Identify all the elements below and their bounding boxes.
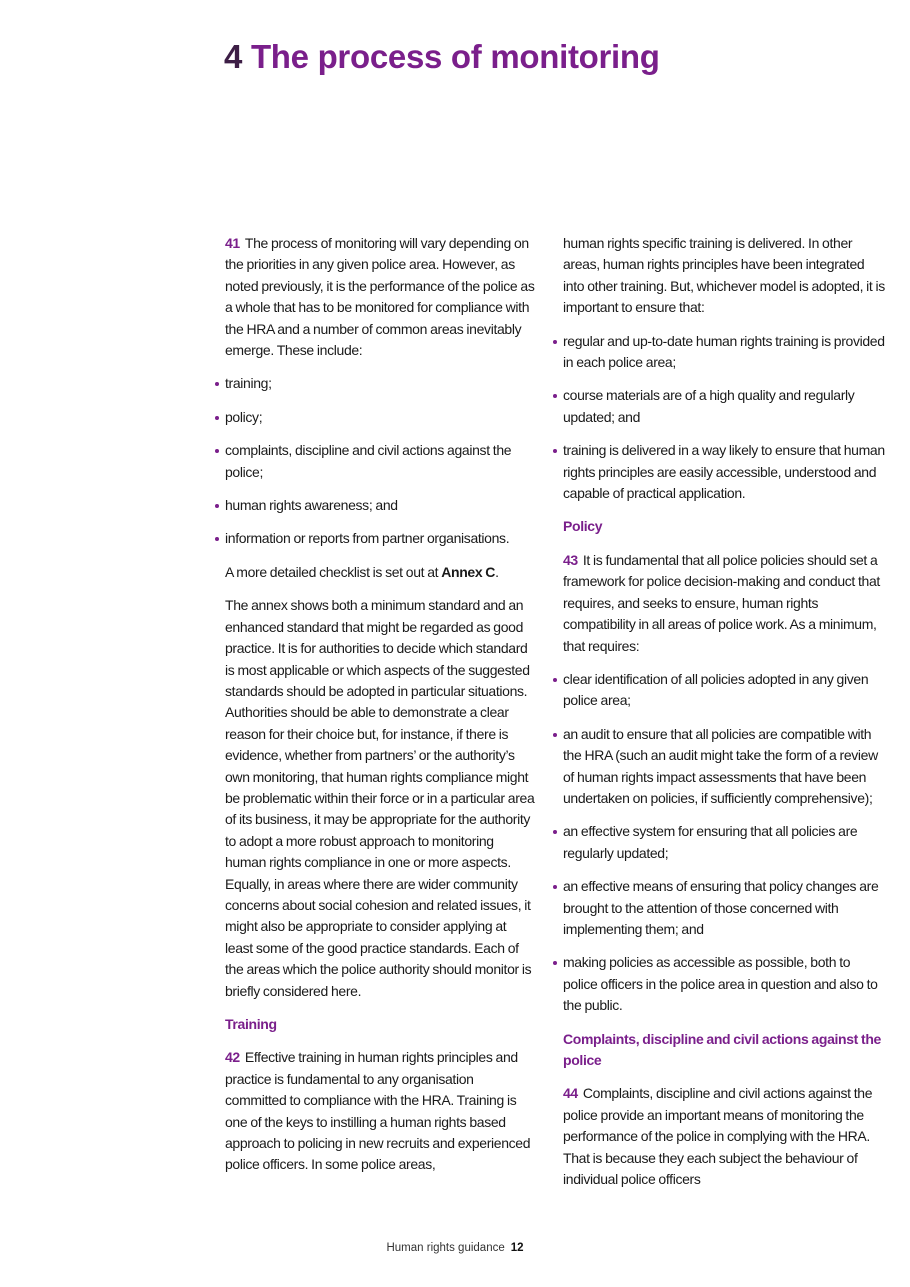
paragraph-text: Complaints, discipline and civil actions against the police provide an important means of monitoring the performance of the police in complying with the HRA. That is because they each subject the behaviour of individual police officers <box>563 1085 873 1188</box>
list-item: course materials are of a high quality and regularly updated; and <box>563 385 885 428</box>
list-item: making policies as accessible as possible, both to police officers in the police area in question and also to the public. <box>563 952 885 1016</box>
training-list <box>563 331 885 505</box>
monitoring-areas-list <box>225 373 537 549</box>
paragraph-42-continued: human rights specific training is delivered. In other areas, human rights principles have been integrated into other training. But, whichever model is adopted, it is important to ensure that: <box>563 235 885 316</box>
policy-heading: Policy <box>563 518 603 535</box>
list-item: human rights awareness; and <box>225 495 537 516</box>
checklist-note <box>225 562 537 583</box>
list-item: an audit to ensure that all policies are compatible with the HRA (such an audit might take the form of a review of human rights impact assessments that have been undertaken on policies, if sufficiently comprehensive); <box>563 724 885 810</box>
paragraph-text: The process of monitoring will vary depending on the priorities in any given police area. However, as noted previously, it is the performance of the police as a whole that has to be monitored for compliance with the HRA and a number of common areas inevitably emerge. These include: <box>225 235 535 359</box>
policy-list <box>563 669 885 1017</box>
annex-c-reference: Annex C <box>441 563 496 580</box>
page-title <box>224 36 660 78</box>
complaints-heading: Complaints, discipline and civil actions against the police <box>563 1030 881 1068</box>
list-item: an effective system for ensuring that all policies are regularly updated; <box>563 821 885 864</box>
paragraph-number: 43 <box>563 551 578 568</box>
paragraph-text: Effective training in human rights principles and practice is fundamental to any organisation committed to compliance with the HRA. Training is one of the keys to instilling a human rights based approach to policing in new recruits and experienced police officers. In some police areas, <box>225 1049 531 1173</box>
left-column <box>225 233 537 1188</box>
paragraph-number: 44 <box>563 1085 578 1102</box>
paragraph-text: It is fundamental that all police policies should set a framework for police decision-making and conduct that requires, and seeks to ensure, human rights compatibility in all areas of police work. As a minimum, that requires: <box>563 551 880 654</box>
paragraph-41 <box>225 233 537 361</box>
training-heading: Training <box>225 1016 277 1032</box>
checklist-text: A more detailed checklist is set out at <box>225 563 442 580</box>
footer-label: Human rights guidance <box>386 1242 505 1254</box>
right-column <box>563 233 885 1202</box>
list-item: an effective means of ensuring that policy changes are brought to the attention of those concerned with implementing them; and <box>563 876 885 940</box>
page-number: 12 <box>510 1242 524 1254</box>
list-item: complaints, discipline and civil actions against the police; <box>225 440 537 483</box>
chapter-number: 4 <box>224 38 243 75</box>
paragraph-44 <box>563 1083 885 1190</box>
list-item: policy; <box>225 407 537 428</box>
paragraph-number: 41 <box>225 235 240 251</box>
paragraph-43 <box>563 550 885 657</box>
list-item: training is delivered in a way likely to ensure that human rights principles are easily accessible, understood and capable of practical application. <box>563 440 885 504</box>
annex-paragraph: The annex shows both a minimum standard and an enhanced standard that might be regarded as good practice. It is for authorities to decide which standard is most applicable or which aspects of the suggested standards should be adopted in particular situations. Authorities should be able to demonstrate a clear reason for their choice but, for instance, if there is evidence, whether from partners’ or the authority’s own monitoring, that human rights compliance might be problematic within their force or in a particular area of its business, it may be appropriate for the authority to adopt a more robust approach to monitoring human rights compliance in one or more aspects. Equally, in areas where there are wider community concerns about social cohesion and related issues, it might also be appropriate to consider applying at least some of the good practice standards. Each of the areas which the police authority should monitor is briefly considered here. <box>225 597 535 999</box>
page-footer <box>0 1240 910 1256</box>
checklist-end: . <box>495 563 499 580</box>
paragraph-42 <box>225 1047 537 1175</box>
list-item: regular and up-to-date human rights training is provided in each police area; <box>563 331 885 374</box>
list-item: information or reports from partner organisations. <box>225 528 537 549</box>
paragraph-number: 42 <box>225 1049 240 1066</box>
list-item: clear identification of all policies adopted in any given police area; <box>563 669 885 712</box>
chapter-title: The process of monitoring <box>250 38 660 75</box>
list-item: training; <box>225 373 537 394</box>
